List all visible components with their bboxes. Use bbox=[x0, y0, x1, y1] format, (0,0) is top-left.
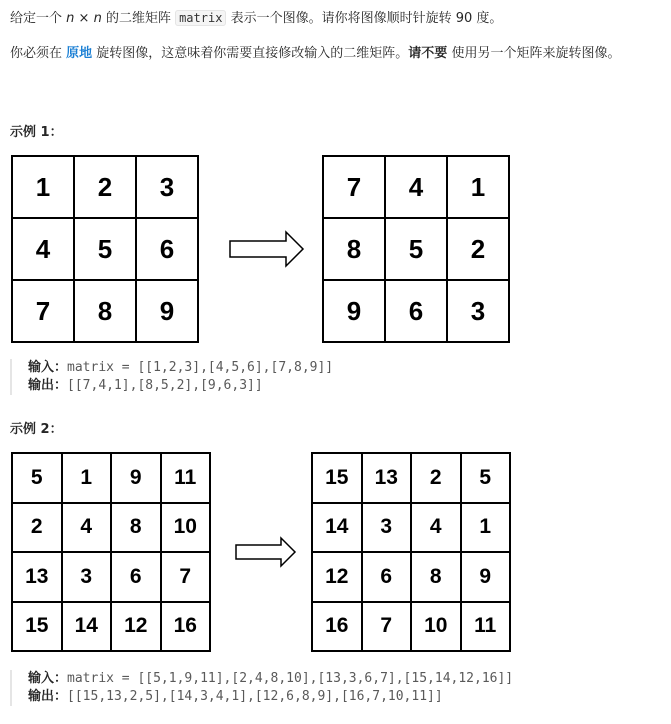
input-value: matrix = [[1,2,3],[4,5,6],[7,8,9]] bbox=[67, 360, 334, 375]
example-1-title: 示例 1： bbox=[10, 125, 63, 140]
matrix-cell: 3 bbox=[62, 552, 112, 602]
example-2-output-matrix bbox=[311, 452, 511, 652]
matrix-cell: 7 bbox=[362, 602, 412, 652]
intro-paragraph-2 bbox=[10, 45, 620, 63]
matrix-cell: 6 bbox=[111, 552, 161, 602]
intro-text: 表示一个图像。请你将图像顺时针旋转 90 度。 bbox=[226, 11, 503, 26]
intro-text: 你必须在 bbox=[10, 46, 67, 61]
matrix-cell: 13 bbox=[12, 552, 62, 602]
times-sign: × bbox=[74, 11, 94, 26]
matrix-cell: 1 bbox=[12, 156, 74, 218]
output-label: 输出： bbox=[28, 378, 68, 393]
example-1-input-matrix bbox=[11, 155, 199, 343]
matrix-cell: 7 bbox=[12, 280, 74, 342]
matrix-cell: 11 bbox=[461, 602, 511, 652]
matrix-cell: 4 bbox=[385, 156, 447, 218]
intro-paragraph-1 bbox=[10, 9, 502, 28]
matrix-cell: 14 bbox=[312, 503, 362, 553]
matrix-cell: 15 bbox=[312, 453, 362, 503]
example-2-title: 示例 2： bbox=[10, 422, 63, 437]
matrix-cell: 2 bbox=[447, 218, 509, 280]
matrix-cell: 8 bbox=[111, 503, 161, 553]
var-n: n bbox=[66, 11, 75, 26]
matrix-cell: 9 bbox=[111, 453, 161, 503]
matrix-cell: 3 bbox=[136, 156, 198, 218]
matrix-cell: 1 bbox=[62, 453, 112, 503]
matrix-cell: 10 bbox=[161, 503, 211, 553]
matrix-cell: 1 bbox=[461, 503, 511, 553]
matrix-cell: 5 bbox=[74, 218, 136, 280]
intro-text: 旋转图像，这意味着你需要直接修改输入的二维矩阵。 bbox=[92, 46, 409, 61]
output-value: [[7,4,1],[8,5,2],[9,6,3]] bbox=[67, 378, 263, 393]
matrix-cell: 11 bbox=[161, 453, 211, 503]
matrix-cell: 7 bbox=[323, 156, 385, 218]
matrix-cell: 8 bbox=[74, 280, 136, 342]
matrix-cell: 9 bbox=[136, 280, 198, 342]
matrix-cell: 10 bbox=[411, 602, 461, 652]
matrix-cell: 16 bbox=[312, 602, 362, 652]
matrix-cell: 6 bbox=[362, 552, 412, 602]
matrix-cell: 2 bbox=[12, 503, 62, 553]
right-arrow-icon bbox=[235, 536, 297, 568]
matrix-cell: 8 bbox=[323, 218, 385, 280]
emphasis-dont: 请不要 bbox=[408, 46, 448, 61]
input-label: 输入： bbox=[28, 671, 68, 686]
matrix-cell: 4 bbox=[411, 503, 461, 553]
matrix-cell: 13 bbox=[362, 453, 412, 503]
matrix-code: matrix bbox=[175, 10, 226, 26]
input-value: matrix = [[5,1,9,11],[2,4,8,10],[13,3,6,7],[15,14,12,16]] bbox=[67, 671, 514, 686]
right-arrow-icon bbox=[229, 230, 305, 268]
matrix-cell: 9 bbox=[461, 552, 511, 602]
output-label: 输出： bbox=[28, 689, 68, 704]
matrix-cell: 5 bbox=[461, 453, 511, 503]
matrix-cell: 12 bbox=[111, 602, 161, 652]
matrix-cell: 6 bbox=[136, 218, 198, 280]
matrix-cell: 15 bbox=[12, 602, 62, 652]
in-place-link[interactable]: 原地 bbox=[66, 46, 93, 61]
input-label: 输入： bbox=[28, 360, 68, 375]
matrix-cell: 4 bbox=[62, 503, 112, 553]
matrix-cell: 2 bbox=[411, 453, 461, 503]
matrix-cell: 6 bbox=[385, 280, 447, 342]
intro-text: 的二维矩阵 bbox=[101, 11, 176, 26]
matrix-cell: 9 bbox=[323, 280, 385, 342]
example-1-io bbox=[10, 359, 333, 395]
matrix-cell: 5 bbox=[12, 453, 62, 503]
intro-text: 给定一个 bbox=[10, 11, 67, 26]
var-n: n bbox=[93, 11, 102, 26]
matrix-cell: 12 bbox=[312, 552, 362, 602]
intro-text: 使用另一个矩阵来旋转图像。 bbox=[447, 46, 621, 61]
matrix-cell: 1 bbox=[447, 156, 509, 218]
example-1-output-matrix bbox=[322, 155, 510, 343]
matrix-cell: 3 bbox=[447, 280, 509, 342]
example-2-input-matrix bbox=[11, 452, 211, 652]
matrix-cell: 14 bbox=[62, 602, 112, 652]
matrix-cell: 7 bbox=[161, 552, 211, 602]
matrix-cell: 8 bbox=[411, 552, 461, 602]
example-2-io bbox=[10, 670, 513, 706]
matrix-cell: 4 bbox=[12, 218, 74, 280]
matrix-cell: 5 bbox=[385, 218, 447, 280]
matrix-cell: 3 bbox=[362, 503, 412, 553]
output-value: [[15,13,2,5],[14,3,4,1],[12,6,8,9],[16,7,10,11]] bbox=[67, 689, 443, 704]
matrix-cell: 16 bbox=[161, 602, 211, 652]
matrix-cell: 2 bbox=[74, 156, 136, 218]
